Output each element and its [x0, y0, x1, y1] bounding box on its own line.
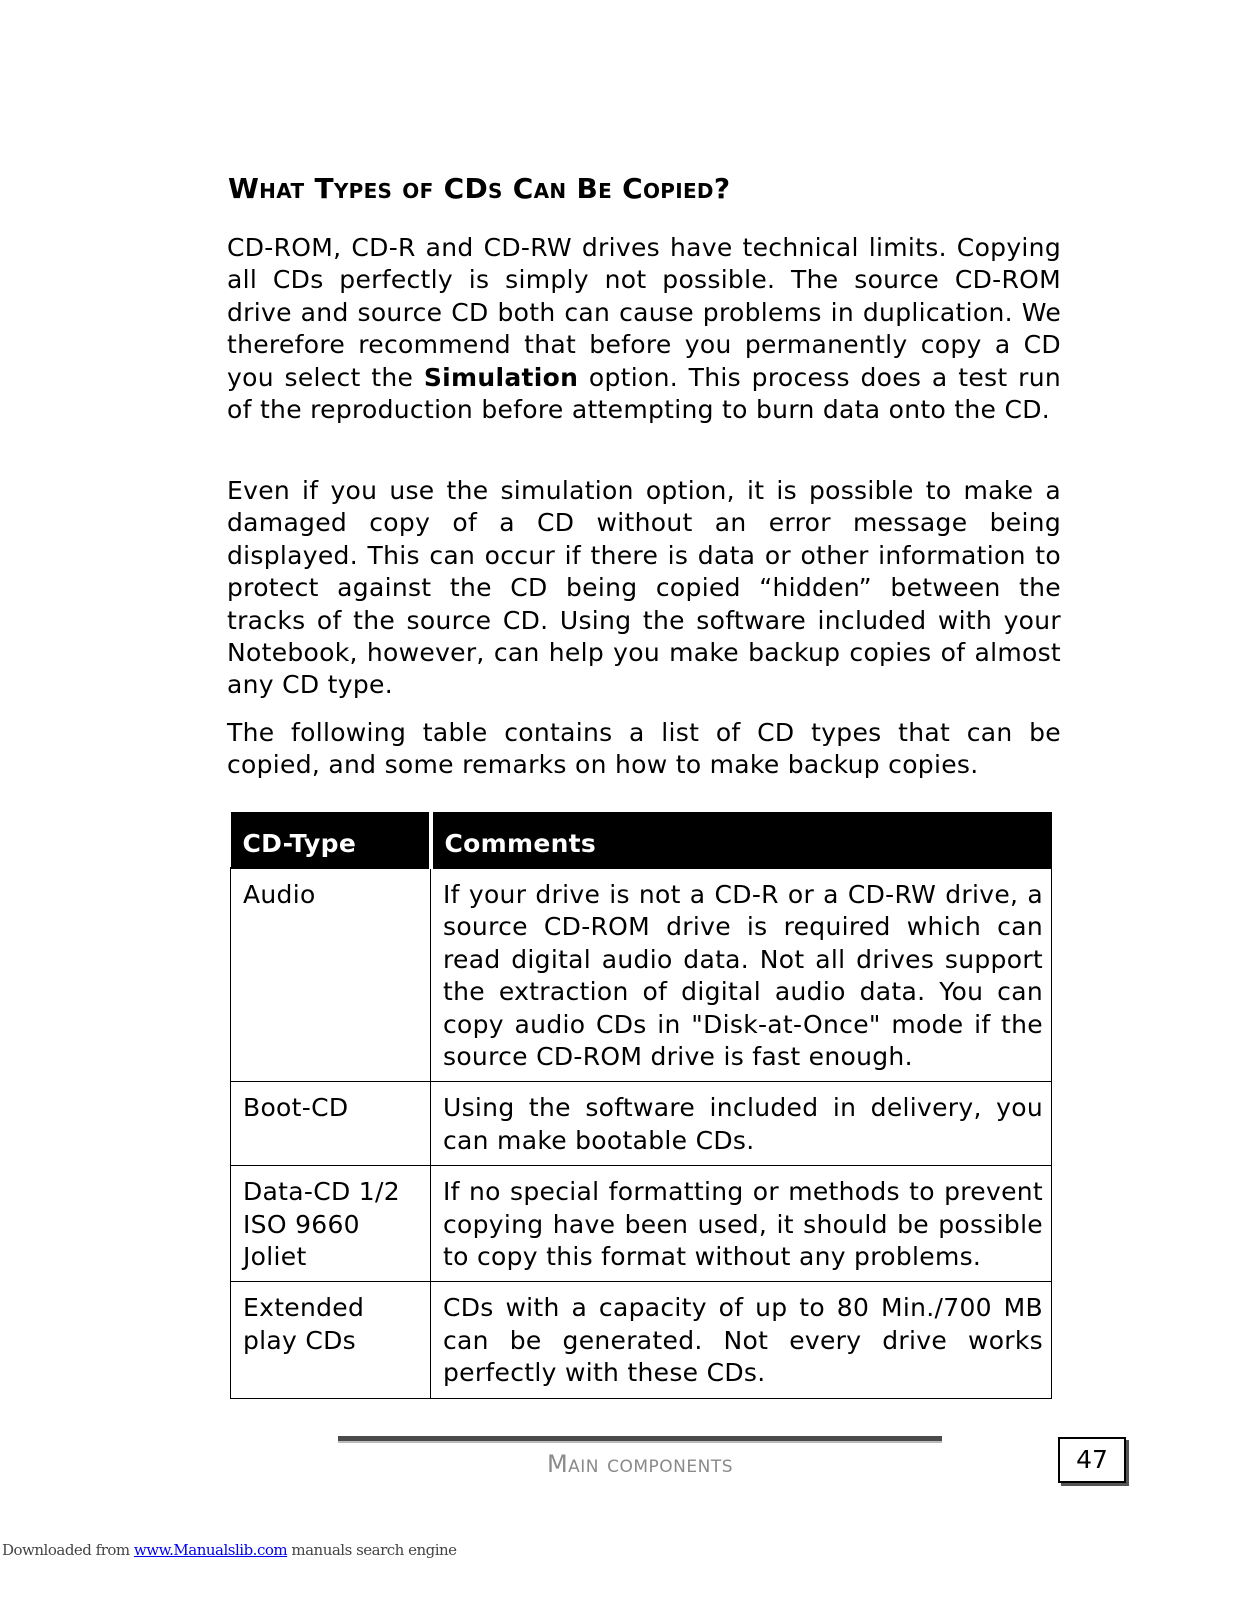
- table-header-row: [231, 814, 1052, 868]
- cd-types-table: [230, 812, 1052, 1399]
- download-note: [2, 1541, 457, 1559]
- comment-cell: CDs with a capacity of up to 80 Min./700 MB can be generated. Not every drive works perfectly with these CDs.: [431, 1282, 1052, 1398]
- table-intro-paragraph: The following table contains a list of CD types that can be copied, and some remarks on how to make backup copies.: [227, 718, 1061, 780]
- download-note-prefix: Downloaded from: [2, 1541, 134, 1559]
- comment-cell: If no special formatting or methods to prevent copying have been used, it should be possible to copy this format without any problems.: [431, 1166, 1052, 1282]
- simulation-option-term: Simulation: [423, 362, 579, 392]
- intro-paragraph: [227, 232, 1061, 426]
- cd-type-cell: Audio: [231, 868, 431, 1082]
- manualslib-link[interactable]: www.Manualslib.com: [133, 1541, 288, 1559]
- intro-text-end: option. This process does a test run of the reproduction before attempting to burn data onto the CD.: [227, 362, 1061, 425]
- table-row: [231, 1166, 1052, 1282]
- cd-type-cell: Boot-CD: [231, 1082, 431, 1166]
- table-row: [231, 1282, 1052, 1398]
- cd-type-cell: Extended play CDs: [231, 1282, 431, 1398]
- column-header-comments: Comments: [431, 814, 1052, 868]
- cd-type-cell: Data-CD 1/2 ISO 9660 Joliet: [231, 1166, 431, 1282]
- column-header-cd-type: CD-Type: [231, 814, 431, 868]
- simulation-paragraph: Even if you use the simulation option, it is possible to make a damaged copy of a CD without an error message being displayed. This can occur if there is data or other information to protect against the CD being copied “hidden” between the tracks of the source CD. Using the software included with your Notebook, however, can help you make backup copies of almost any CD type.: [227, 476, 1061, 700]
- footer-section-label: Main components: [546, 1450, 734, 1478]
- download-note-suffix: manuals search engine: [287, 1541, 457, 1559]
- table-row: [231, 1082, 1052, 1166]
- comment-cell: If your drive is not a CD-R or a CD-RW drive, a source CD-ROM drive is required which can read digital audio data. Not all drives support the extraction of digital audio data. You can copy audio CDs in "Disk-at-Once" mode if the source CD-ROM drive is fast enough.: [431, 868, 1052, 1082]
- comment-cell: Using the software included in delivery, you can make bootable CDs.: [431, 1082, 1052, 1166]
- footer-rule: [338, 1436, 942, 1443]
- table-row: [231, 868, 1052, 1082]
- page-number: 47: [1058, 1437, 1126, 1483]
- intro-text-start: CD-ROM, CD-R and CD-RW drives have technical limits. Copying all CDs perfectly is simply not possible. The source CD-ROM drive and source CD both can cause problems in duplication. We therefore recommend that before you permanently copy a CD you select the: [227, 233, 1061, 392]
- page-title: What Types of CDs Can Be Copied?: [228, 172, 731, 205]
